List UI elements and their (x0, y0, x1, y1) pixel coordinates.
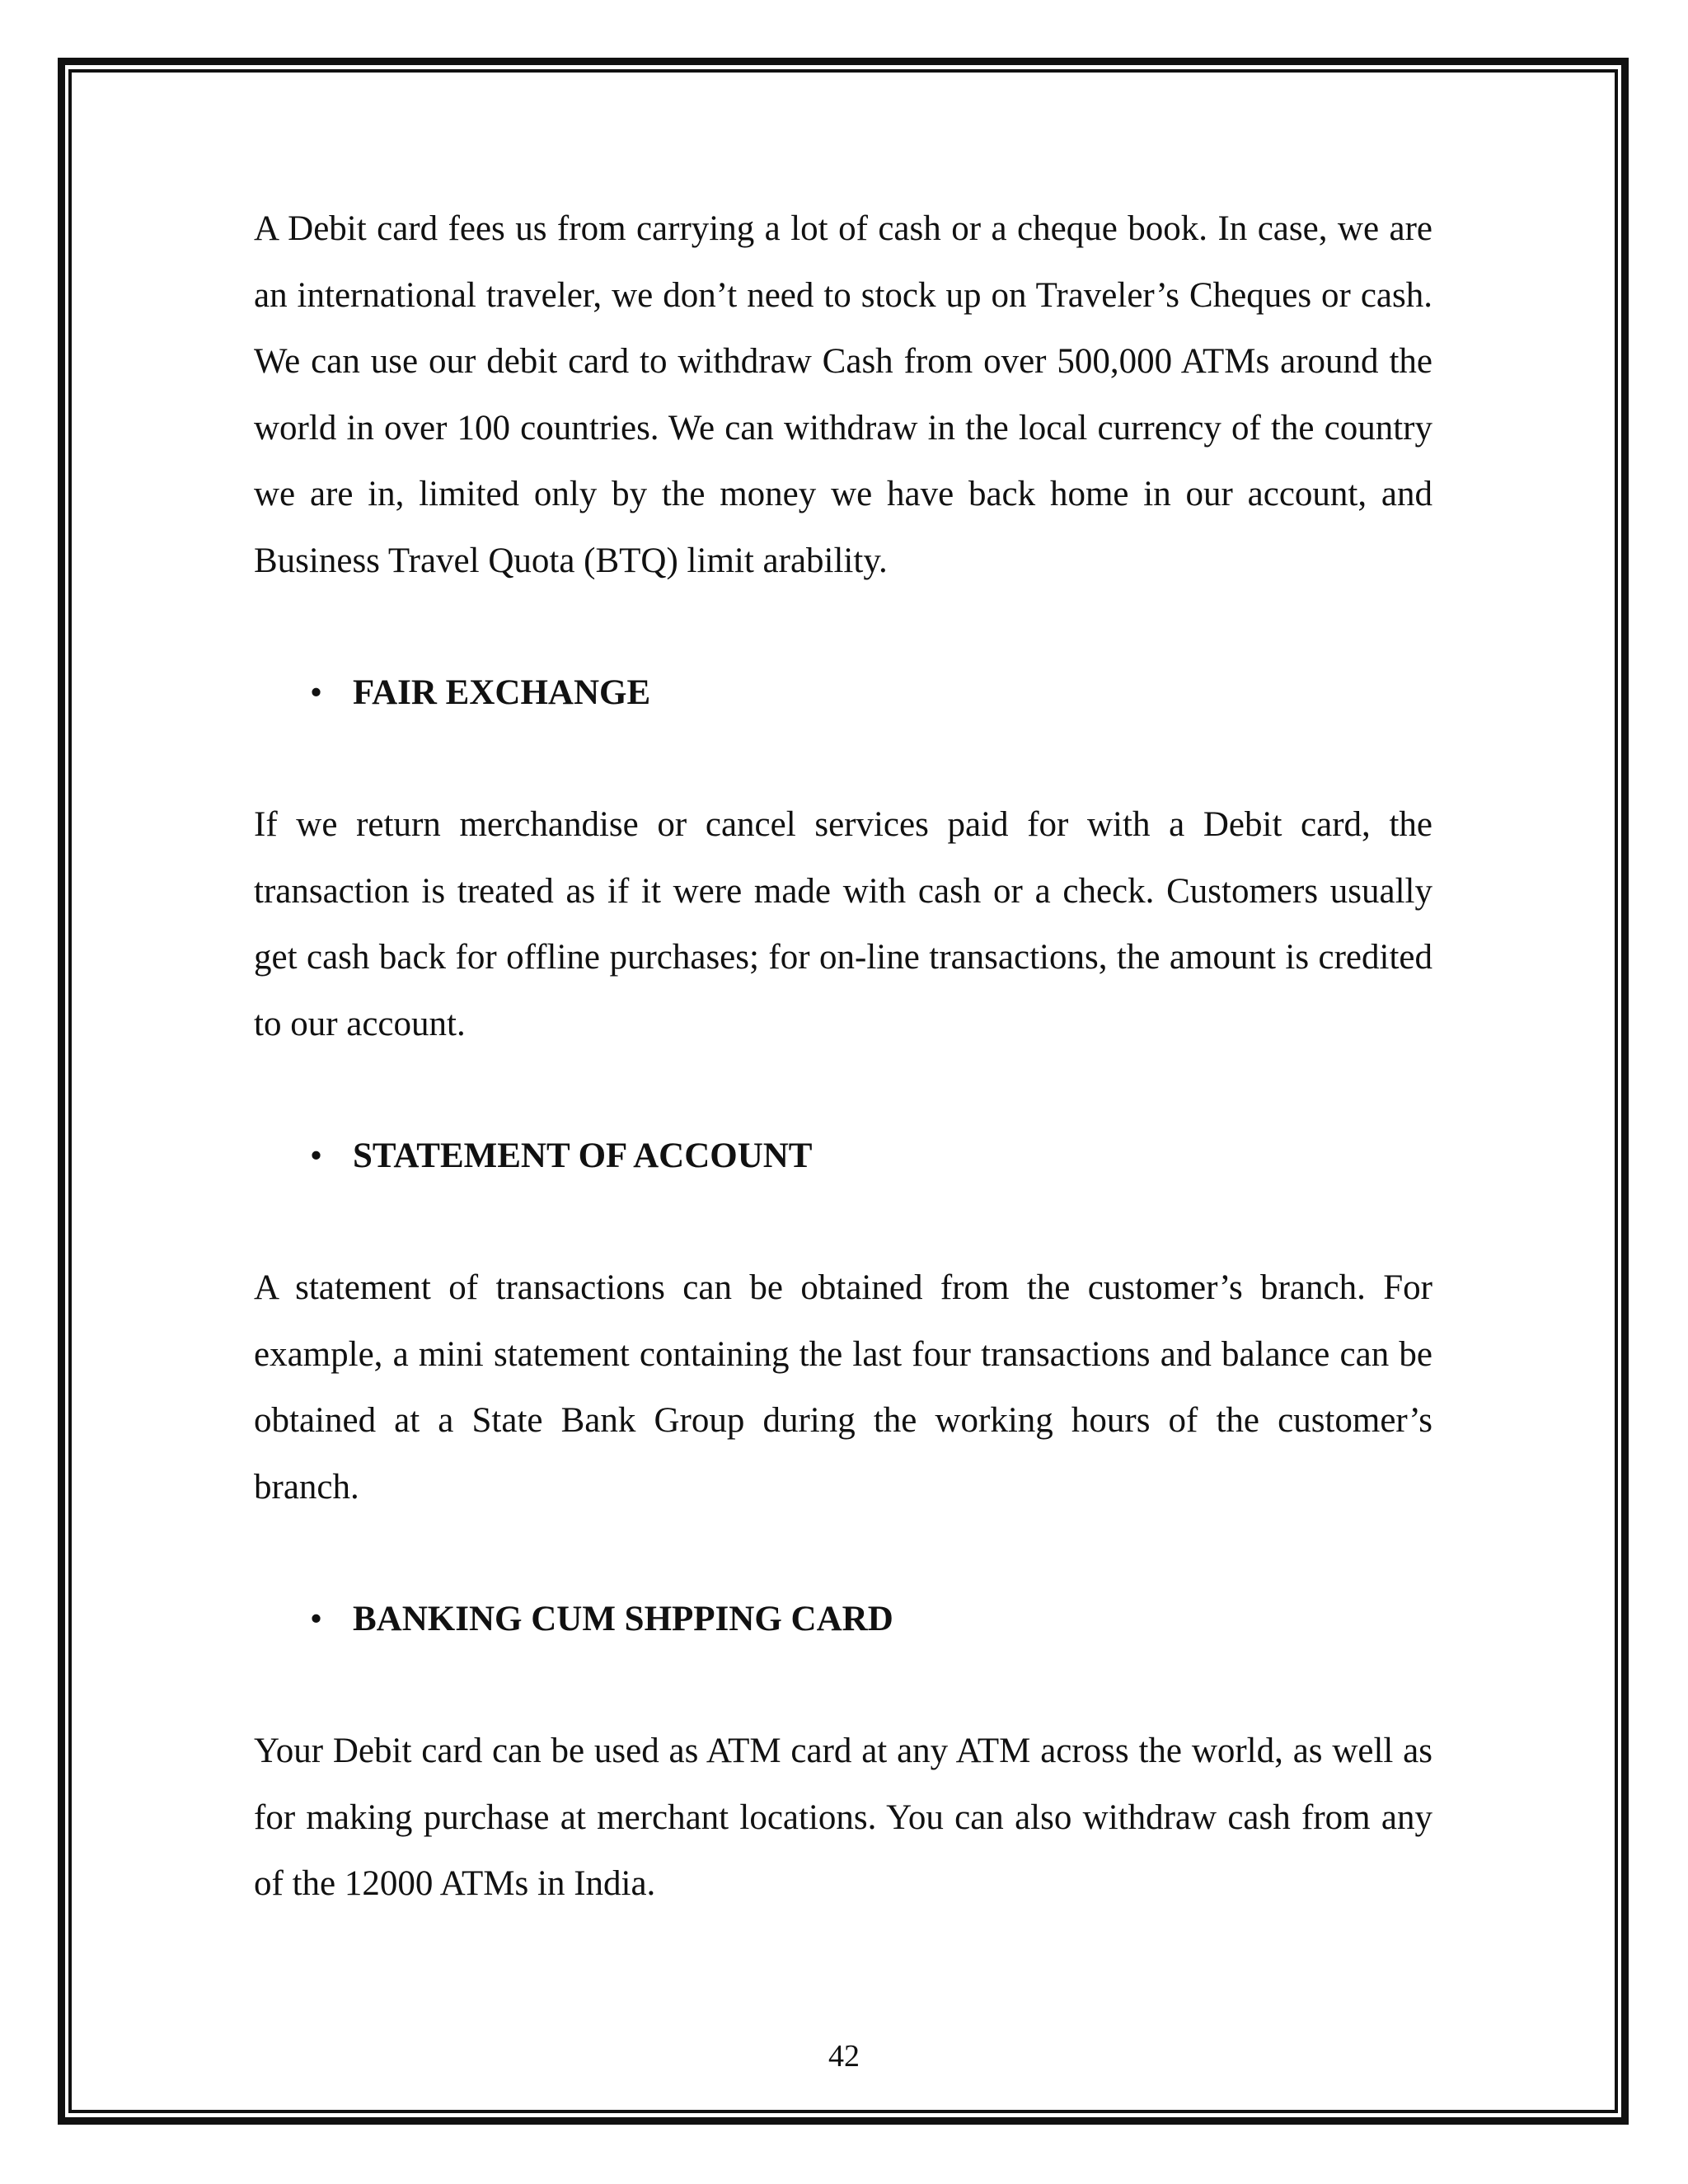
heading-statement-of-account (254, 1123, 1432, 1189)
heading-fair-exchange (254, 660, 1432, 726)
page-number: 42 (828, 2039, 860, 2074)
heading-text: BANKING CUM SHPPING CARD (353, 1600, 893, 1638)
heading-text: FAIR EXCHANGE (353, 673, 651, 712)
paragraph-fair-exchange: If we return merchandise or cancel services paid for with a Debit card, the transaction is treated as if it were made with cash or a check. Customers usually get cash back for offline purchases; for on-line transactions, the amount is credited to our account. (254, 805, 1432, 1043)
bullet-icon: • (310, 673, 323, 712)
bullet-icon: • (310, 1600, 323, 1638)
paragraph-statement-of-account: A statement of transactions can be obtained from the customer’s branch. For example, a mini statement containing the last four transactions and balance can be obtained at a State Bank Group during the working hours of the customer’s branch. (254, 1268, 1432, 1507)
bullet-icon: • (310, 1137, 323, 1175)
page-content (254, 196, 1432, 1918)
paragraph-intro: A Debit card fees us from carrying a lot of cash or a cheque book. In case, we are an international traveler, we don’t need to stock up on Traveler’s Cheques or cash. We can use our debit card to withdraw Cash from over 500,000 ATMs around the world in over 100 countries. We can withdraw in the local currency of the country we are in, limited only by the money we have back home in our account, and Business Travel Quota (BTQ) limit arability. (254, 209, 1432, 580)
heading-text: STATEMENT OF ACCOUNT (353, 1137, 813, 1175)
paragraph-banking-card: Your Debit card can be used as ATM card at any ATM across the world, as well as for making purchase at merchant locations. You can also withdraw cash from any of the 12000 ATMs in India. (254, 1732, 1432, 1903)
heading-banking-card (254, 1586, 1432, 1652)
